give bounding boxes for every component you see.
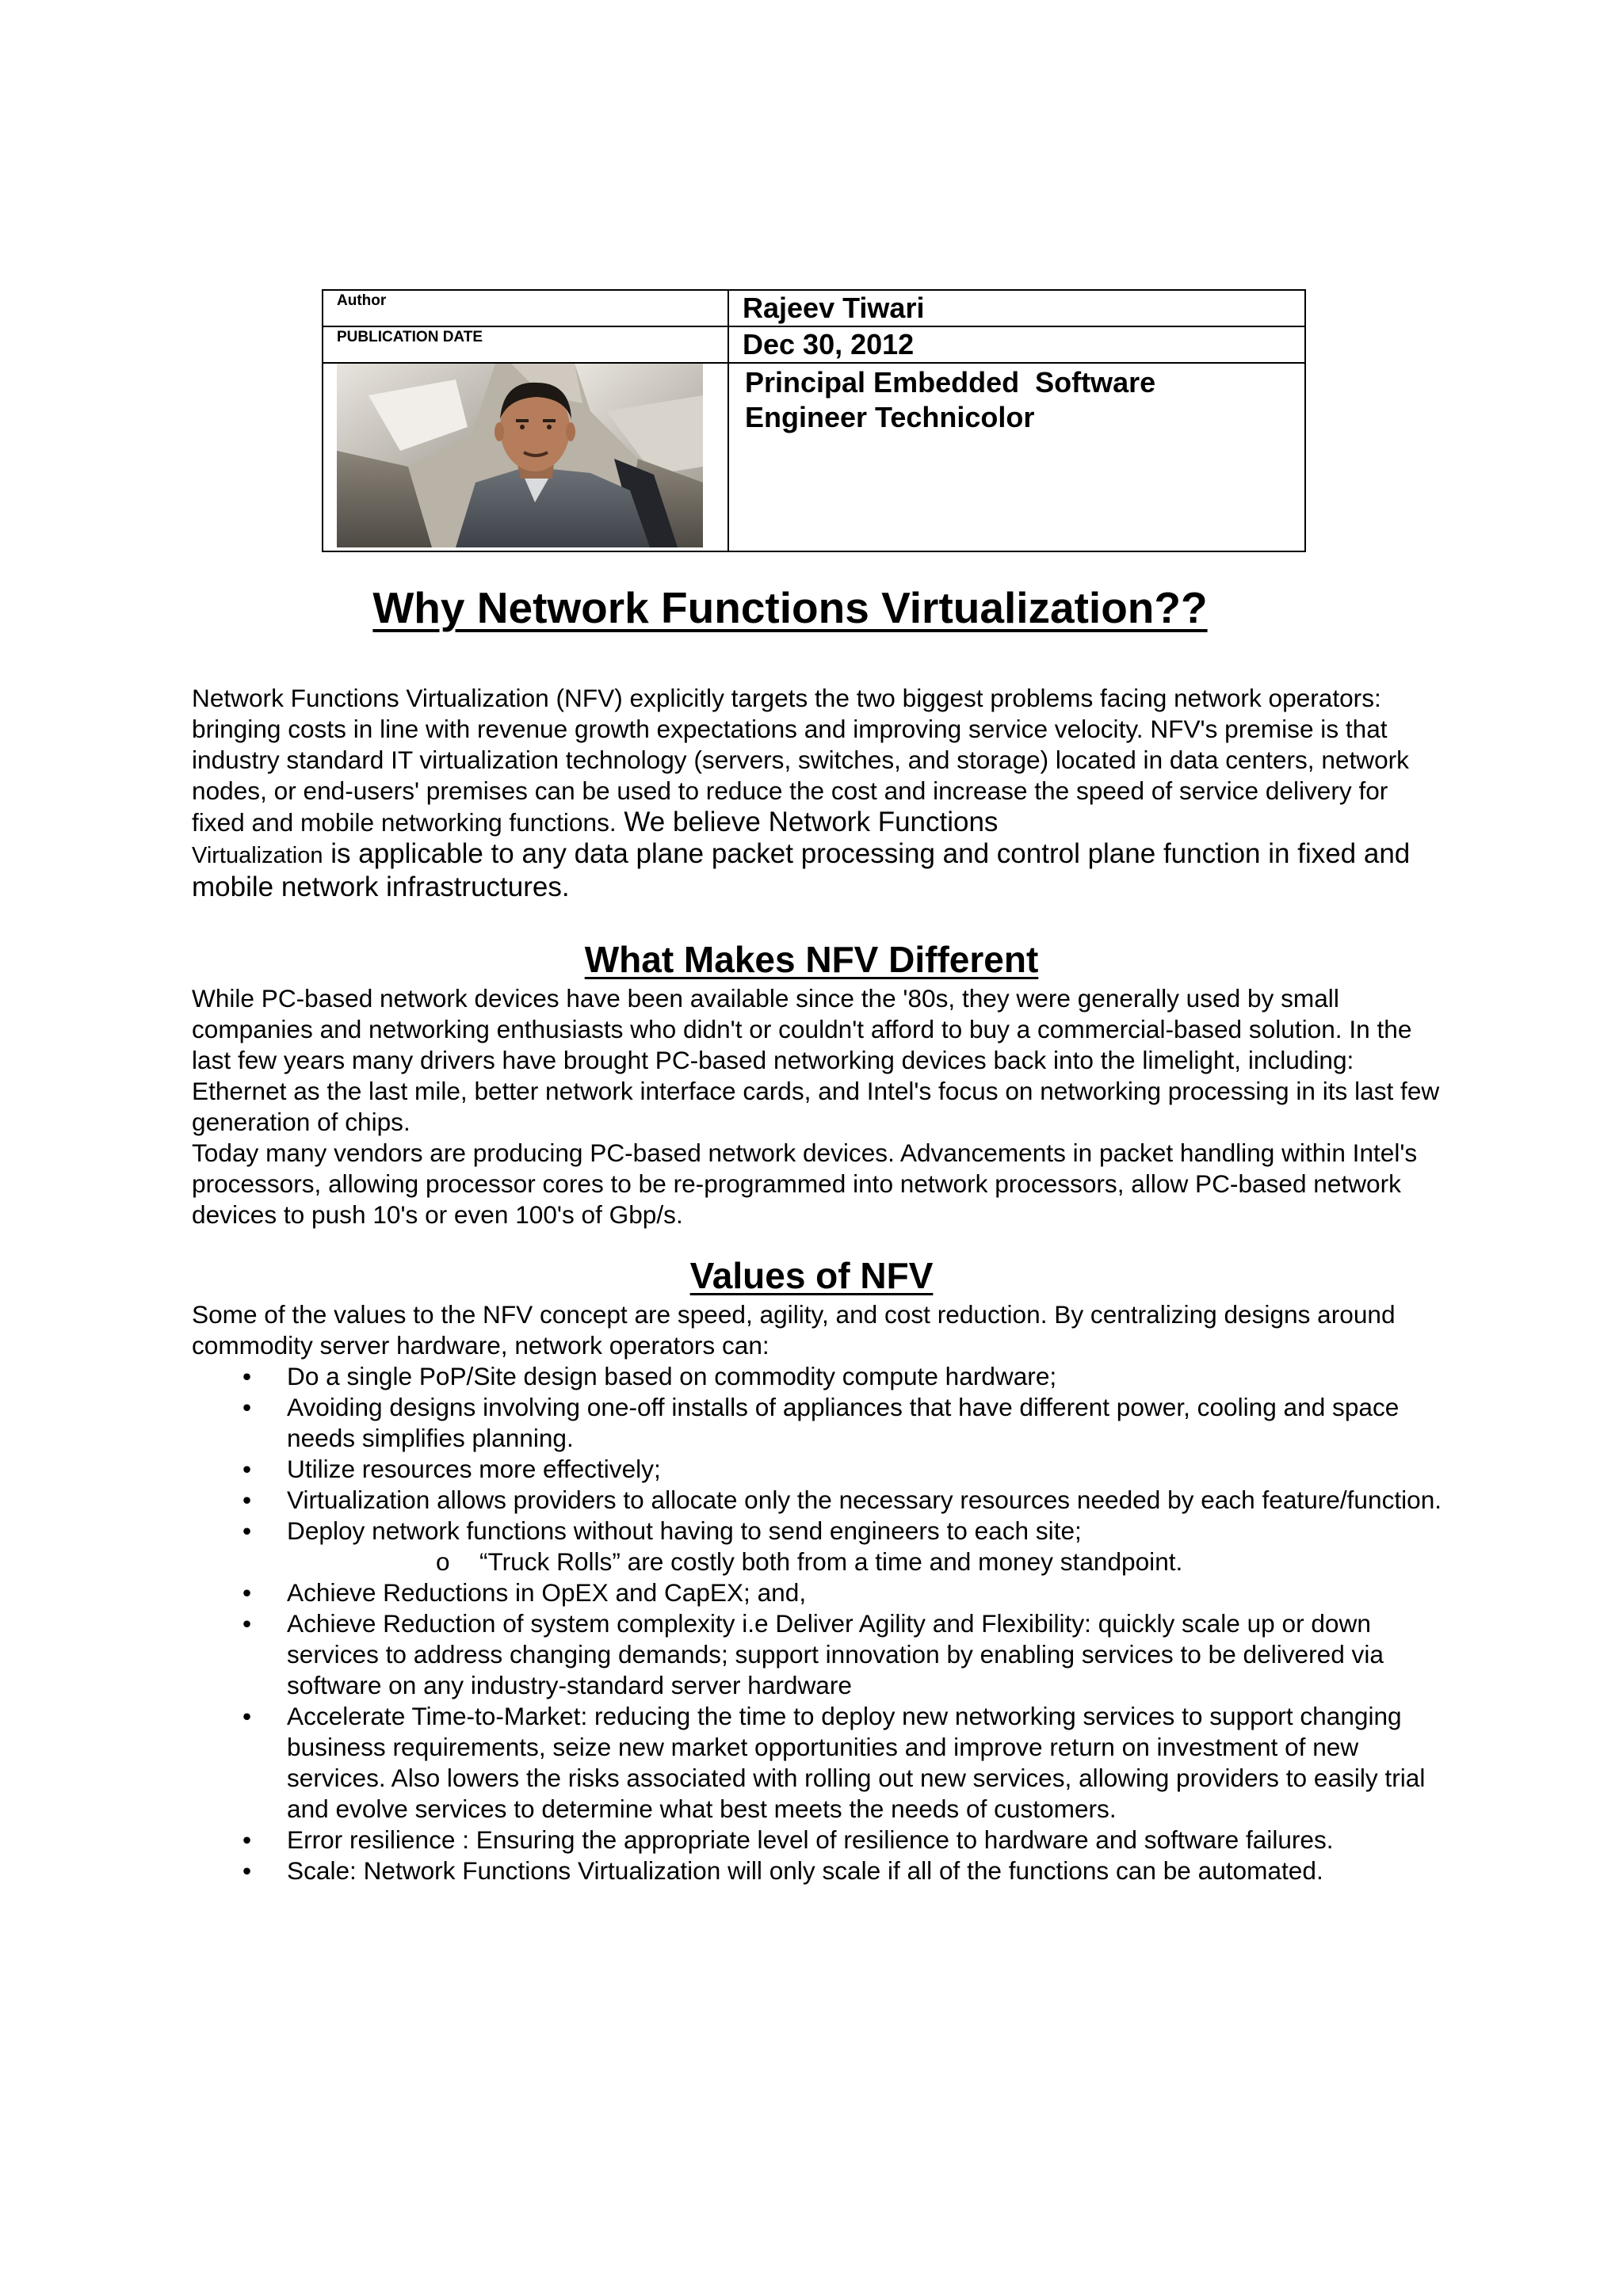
page-title: Why Network Functions Virtualization?? xyxy=(372,583,1208,632)
bullet-icon: • xyxy=(242,1516,252,1545)
sub-list-item xyxy=(192,1547,1444,1577)
date-value-cell xyxy=(728,326,1305,363)
list-item xyxy=(192,1577,1444,1608)
list-item xyxy=(192,1608,1444,1701)
bullet-icon: • xyxy=(242,1362,252,1390)
values-list xyxy=(192,1361,1444,1886)
section2-body xyxy=(192,1299,1444,1886)
sub-list-item-text: “Truck Rolls” are costly both from a time and money standpoint. xyxy=(479,1547,1183,1576)
bullet-icon: • xyxy=(242,1578,252,1607)
bullet-icon: • xyxy=(242,1609,252,1638)
list-item-text: Avoiding designs involving one-off installs of appliances that have different power, cooling and space needs simplifies planning. xyxy=(287,1393,1400,1452)
list-item-text: Deploy network functions without having to send engineers to each site; xyxy=(287,1516,1082,1545)
bullet-icon: • xyxy=(242,1486,252,1514)
list-item xyxy=(192,1361,1444,1392)
author-label-cell xyxy=(323,290,728,326)
list-item-text: Achieve Reduction of system complexity i.e Deliver Agility and Flexibility: quickly scale up or down services to address changing demands; support innovation by enabling services to be delivered via software on any industry-standard server hardware xyxy=(287,1609,1384,1699)
author-role-line2: Engineer Technicolor xyxy=(745,401,1035,433)
intro-text-part2: We believe Network Functions xyxy=(616,807,999,837)
circle-bullet-icon: o xyxy=(436,1547,450,1576)
section1-paragraph-2: Today many vendors are producing PC-based network devices. Advancements in packet handling within Intel's processors, allowing processor cores to be re-programmed into network processors, allow PC-based network devices to push 10's or even 100's of Gbp/s. xyxy=(192,1138,1418,1229)
intro-text-part3: Virtualization xyxy=(192,843,323,868)
photo-cell xyxy=(323,363,728,551)
list-item xyxy=(192,1392,1444,1454)
intro-paragraph xyxy=(192,683,1444,903)
list-item xyxy=(192,1485,1444,1516)
section1-paragraph-1: While PC-based network devices have been available since the '80s, they were generally used by small companies and networking enthusiasts who didn't or couldn't afford to buy a commercial-based solution. In the last few years many drivers have brought PC-based networking devices back into the limelight, including: Ethernet as the last mile, better network interface cards, and Intel's focus on networking processing in its last few generation of chips. xyxy=(192,984,1440,1136)
author-photo xyxy=(337,364,703,547)
intro-text-part1: Network Functions Virtualization (NFV) explicitly targets the two biggest problems facing network operators: bringing costs in line with revenue growth expectations and improving service velocity. NFV's premise is that industry standard IT virtualization technology (servers, switches, and storage) located in data centers, network nodes, or end-users' premises can be used to reduce the cost and increase the speed of service delivery for fixed and mobile networking functions. xyxy=(192,684,1409,837)
author-photo-image xyxy=(337,364,703,547)
author-label: Author xyxy=(337,292,387,309)
section-heading-what-makes-nfv-different: What Makes NFV Different xyxy=(584,939,1039,980)
list-item xyxy=(192,1701,1444,1825)
author-info-table xyxy=(322,289,1306,552)
author-role-line1: Principal Embedded Software xyxy=(745,366,1156,399)
list-item xyxy=(192,1855,1444,1886)
list-item-text: Utilize resources more effectively; xyxy=(287,1455,661,1483)
list-item xyxy=(192,1825,1444,1855)
publication-date: Dec 30, 2012 xyxy=(743,328,915,360)
intro-text-part4: is applicable to any data plane packet processing and control plane function in fixed and mobile network infrastructures. xyxy=(192,838,1411,902)
section-heading-values-of-nfv: Values of NFV xyxy=(689,1255,934,1296)
bullet-icon: • xyxy=(242,1393,252,1421)
list-item xyxy=(192,1516,1444,1577)
bullet-icon: • xyxy=(242,1455,252,1483)
date-label-cell xyxy=(323,326,728,363)
list-item-text: Do a single PoP/Site design based on commodity compute hardware; xyxy=(287,1362,1057,1390)
intro-section xyxy=(192,683,1444,903)
bullet-icon: • xyxy=(242,1702,252,1730)
bullet-icon: • xyxy=(242,1825,252,1854)
bullet-icon: • xyxy=(242,1856,252,1885)
list-item-text: Accelerate Time-to-Market: reducing the time to deploy new networking services to support changing business requirements, seize new market opportunities and improve return on investment of new services. Also lowers the risks associated with rolling out new services, allowing providers to easily trial and evolve services to determine what best meets the needs of customers. xyxy=(287,1702,1426,1823)
author-name-cell xyxy=(728,290,1305,326)
sub-list xyxy=(287,1547,1444,1577)
list-item-text: Scale: Network Functions Virtualization will only scale if all of the functions can be automated. xyxy=(287,1856,1323,1885)
section2-intro: Some of the values to the NFV concept are speed, agility, and cost reduction. By centralizing designs around commodity server hardware, network operators can: xyxy=(192,1300,1396,1360)
role-cell xyxy=(728,363,1305,551)
list-item-text: Error resilience : Ensuring the appropriate level of resilience to hardware and software failures. xyxy=(287,1825,1334,1854)
publication-date-label: PUBLICATION DATE xyxy=(337,329,483,345)
list-item xyxy=(192,1454,1444,1485)
section1-body xyxy=(192,983,1444,1230)
list-item-text: Virtualization allows providers to allocate only the necessary resources needed by each feature/function. xyxy=(287,1486,1442,1514)
author-name: Rajeev Tiwari xyxy=(743,292,925,324)
list-item-text: Achieve Reductions in OpEX and CapEX; and, xyxy=(287,1578,807,1607)
author-role xyxy=(729,364,1304,435)
